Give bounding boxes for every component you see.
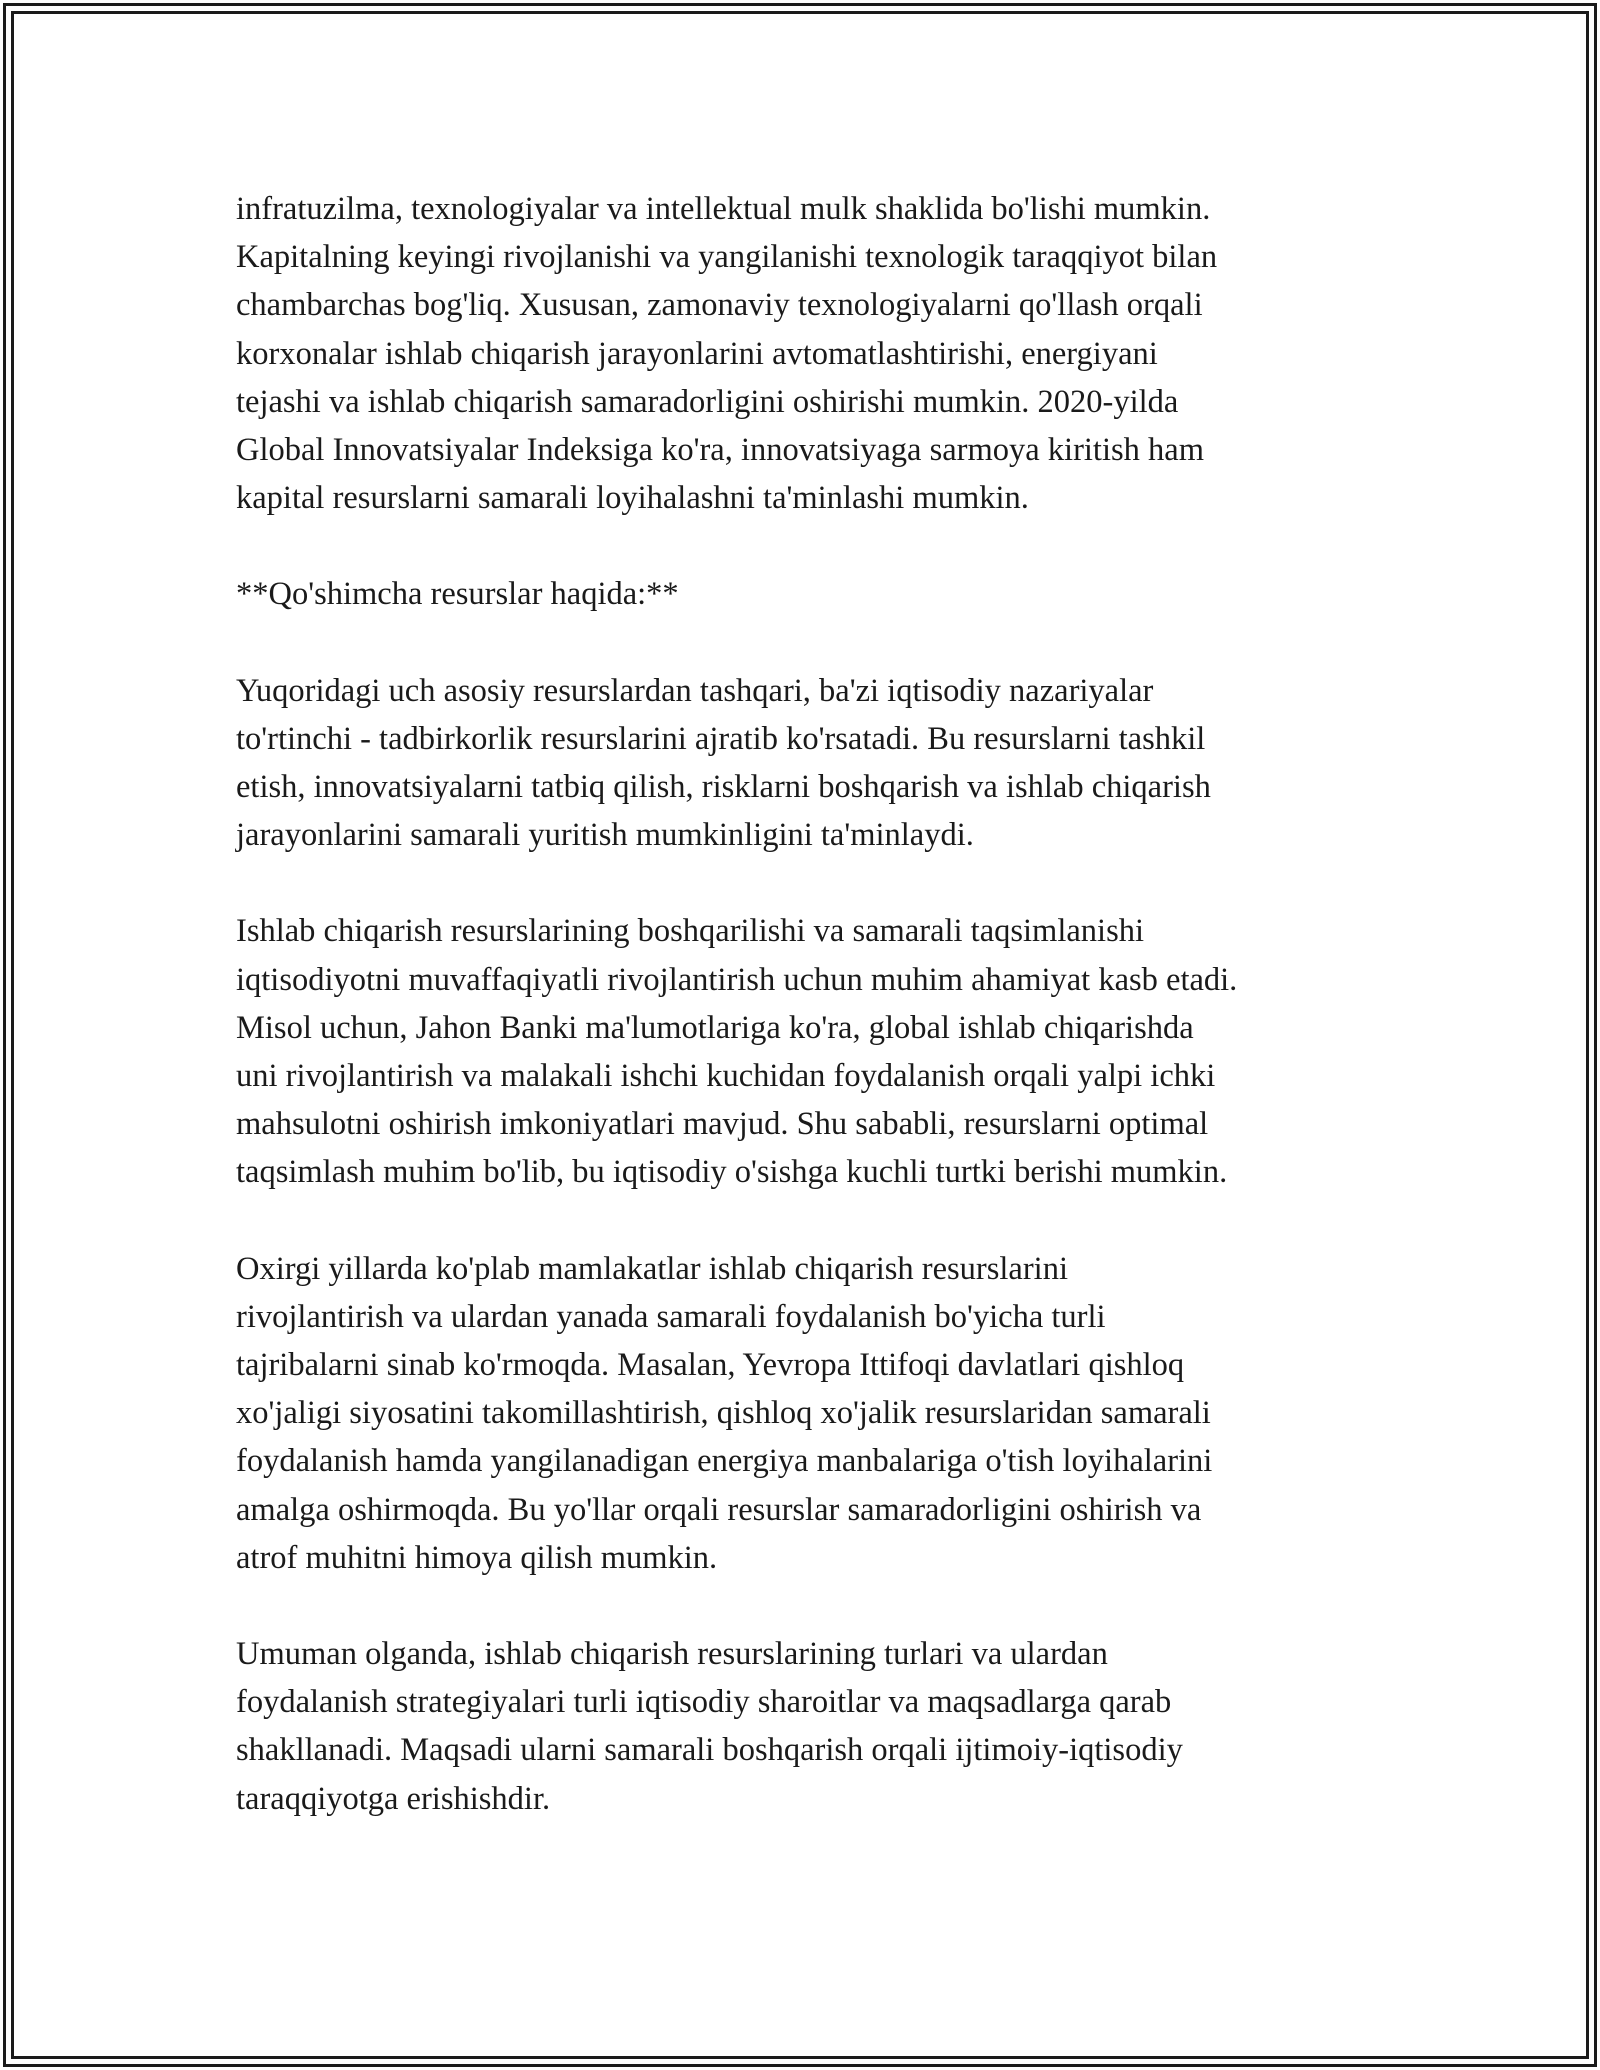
text-line: uni rivojlantirish va malakali ishchi kuchidan foydalanish orqali yalpi ichki (236, 1058, 1216, 1095)
text-line: atrof muhitni himoya qilish mumkin. (236, 1539, 718, 1576)
paragraph-resource-management (236, 907, 1376, 1196)
text-line: mahsulotni oshirish imkoniyatlari mavjud. Shu sababli, resurslarni optimal (236, 1106, 1209, 1143)
text-line: xo'jaligi siyosatini takomillashtirish, qishloq xo'jalik resurslaridan samarali (236, 1395, 1211, 1432)
text-line: kapital resurslarni samarali loyihalashni ta'minlashi mumkin. (236, 480, 1029, 517)
paragraph-country-experience (236, 1245, 1376, 1582)
text-line: jarayonlarini samarali yuritish mumkinligini ta'minlaydi. (236, 817, 974, 854)
text-line: Yuqoridagi uch asosiy resurslardan tashqari, ba'zi iqtisodiy nazariyalar (236, 672, 1154, 709)
text-line: Kapitalning keyingi rivojlanishi va yangilanishi texnologik taraqqiyot bilan (236, 239, 1218, 276)
text-line: tejashi va ishlab chiqarish samaradorligini oshirishi mumkin. 2020-yilda (236, 383, 1179, 420)
text-line: amalga oshirmoqda. Bu yo'llar orqali resurslar samaradorligini oshirish va (236, 1491, 1202, 1528)
text-line: Misol uchun, Jahon Banki ma'lumotlariga ko'ra, global ishlab chiqarishda (236, 1009, 1194, 1046)
text-line: Global Innovatsiyalar Indeksiga ko'ra, innovatsiyaga sarmoya kiritish ham (236, 432, 1204, 469)
paragraph-capital-technology (236, 185, 1376, 522)
text-line: etish, innovatsiyalarni tatbiq qilish, risklarni boshqarish va ishlab chiqarish (236, 769, 1211, 806)
text-line: **Qo'shimcha resurslar haqida:** (236, 576, 679, 613)
section-heading-additional-resources (236, 570, 1376, 618)
text-line: taraqqiyotga erishishdir. (236, 1780, 551, 1817)
text-line: Ishlab chiqarish resurslarining boshqarilishi va samarali taqsimlanishi (236, 913, 1145, 950)
text-line: iqtisodiyotni muvaffaqiyatli rivojlantirish uchun muhim ahamiyat kasb etadi. (236, 961, 1238, 998)
text-line: to'rtinchi - tadbirkorlik resurslarini ajratib ko'rsatadi. Bu resurslarni tashkil (236, 720, 1206, 757)
text-line: Umuman olganda, ishlab chiqarish resurslarining turlari va ulardan (236, 1636, 1108, 1673)
document-body (236, 185, 1376, 1871)
text-line: taqsimlash muhim bo'lib, bu iqtisodiy o'sishga kuchli turtki berishi mumkin. (236, 1154, 1228, 1191)
text-line: foydalanish hamda yangilanadigan energiya manbalariga o'tish loyihalarini (236, 1443, 1213, 1480)
text-line: rivojlantirish va ulardan yanada samarali foydalanish bo'yicha turli (236, 1298, 1106, 1335)
text-line: foydalanish strategiyalari turli iqtisodiy sharoitlar va maqsadlarga qarab (236, 1684, 1172, 1721)
text-line: chambarchas bog'liq. Xususan, zamonaviy texnologiyalarni qo'llash orqali (236, 287, 1203, 324)
text-line: Oxirgi yillarda ko'plab mamlakatlar ishlab chiqarish resurslarini (236, 1250, 1068, 1287)
paragraph-entrepreneurship (236, 667, 1376, 860)
paragraph-conclusion (236, 1630, 1376, 1823)
text-line: infratuzilma, texnologiyalar va intellektual mulk shaklida bo'lishi mumkin. (236, 191, 1211, 227)
text-line: shakllanadi. Maqsadi ularni samarali boshqarish orqali ijtimoiy-iqtisodiy (236, 1732, 1183, 1769)
text-line: korxonalar ishlab chiqarish jarayonlarini avtomatlashtirishi, energiyani (236, 335, 1158, 372)
text-line: tajribalarni sinab ko'rmoqda. Masalan, Yevropa Ittifoqi davlatlari qishloq (236, 1347, 1185, 1384)
